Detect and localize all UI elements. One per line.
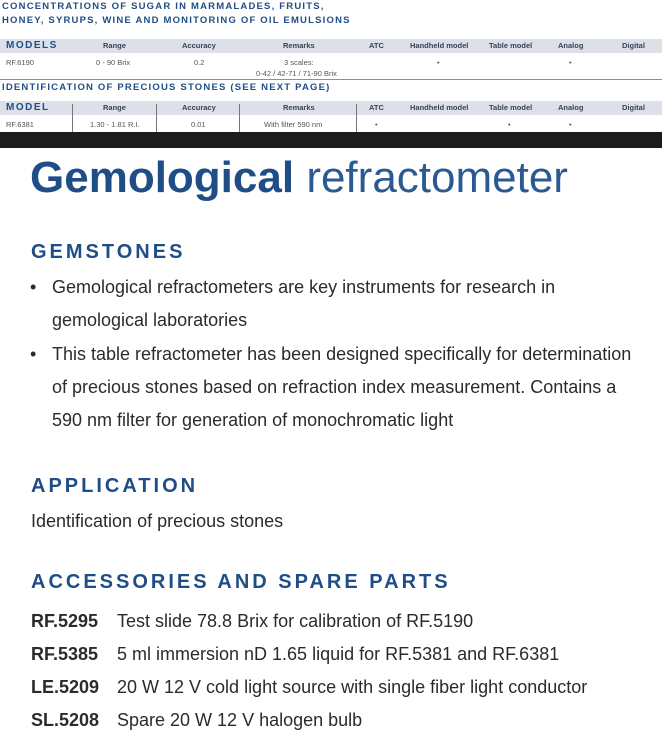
bullet-2-line-3: 590 nm filter for generation of monochromatic light (52, 410, 454, 430)
accessories-heading: ACCESSORIES AND SPARE PARTS (31, 571, 451, 593)
stones-table-header (0, 101, 662, 115)
bullet-1-line-1: Gemological refractometers are key instruments for research in (52, 277, 556, 297)
accessory-description: Test slide 78.8 Brix for calibration of RF.5190 (117, 611, 474, 631)
range-cell: 1.30 - 1.81 R.I. (90, 120, 140, 129)
bullet-dot: • (30, 344, 37, 364)
analog-cell: • (569, 120, 572, 129)
analog-header: Analog (558, 103, 584, 112)
remarks-cell: With filter 590 nm (264, 120, 323, 129)
accessory-item (31, 710, 362, 731)
remarks-header: Remarks (283, 103, 315, 112)
accessory-item (31, 677, 587, 698)
accessory-description: 20 W 12 V cold light source with single fiber light conductor (117, 677, 588, 697)
atc-cell: • (375, 120, 378, 129)
accuracy-cell: 0.01 (191, 120, 206, 129)
model-header: MODEL (6, 102, 50, 113)
bullet-dot: • (30, 277, 37, 297)
accessory-item (31, 644, 559, 665)
application-text: Identification of precious stones (31, 511, 284, 531)
stones-section-heading: IDENTIFICATION OF PRECIOUS STONES (SEE NEXT PAGE) (2, 82, 331, 93)
table-model-header: Table model (489, 41, 533, 50)
analog-header: Analog (558, 41, 584, 50)
remarks-header: Remarks (283, 41, 315, 50)
bullet-2-line-2: of precious stones based on refraction index measurement. Contains a (52, 377, 617, 397)
accessory-code: LE.5209 (31, 677, 100, 697)
column-divider (356, 104, 357, 132)
table-model-cell: • (508, 120, 511, 129)
remarks-cell-line2: 0-42 / 42-71 / 71-90 Brix (256, 69, 337, 78)
accessory-description: Spare 20 W 12 V halogen bulb (117, 710, 363, 730)
remarks-cell-line1: 3 scales: (284, 58, 314, 67)
table-model-header: Table model (489, 103, 533, 112)
section-separator-bar (0, 132, 662, 148)
table-divider (0, 79, 662, 80)
analog-cell: • (569, 58, 572, 67)
accessory-item (31, 611, 473, 632)
range-header: Range (103, 41, 126, 50)
range-cell: 0 - 90 Brix (96, 58, 131, 67)
atc-header: ATC (369, 41, 384, 50)
handheld-cell: • (437, 58, 440, 67)
sugar-section-heading-line2: HONEY, SYRUPS, WINE AND MONITORING OF OIL EMULSIONS (2, 15, 351, 26)
atc-header: ATC (369, 103, 384, 112)
accessory-code: RF.5385 (31, 644, 99, 664)
digital-header: Digital (622, 103, 645, 112)
model-cell: RF.6381 (6, 120, 34, 129)
page-title (30, 150, 568, 206)
accuracy-header: Accuracy (182, 103, 216, 112)
handheld-header: Handheld model (410, 103, 469, 112)
column-divider (72, 104, 73, 132)
sugar-section-heading-line1: CONCENTRATIONS OF SUGAR IN MARMALADES, FRUITS, (2, 1, 325, 12)
bullet-2-line-1: This table refractometer has been designed specifically for determination (52, 344, 632, 364)
sugar-table-header (0, 39, 662, 53)
accuracy-header: Accuracy (182, 41, 216, 50)
digital-header: Digital (622, 41, 645, 50)
accessory-code: SL.5208 (31, 710, 100, 730)
column-divider (239, 104, 240, 132)
title-light: refractometer (306, 153, 568, 202)
bullet-1-line-2: gemological laboratories (52, 310, 248, 330)
models-header: MODELS (6, 40, 58, 51)
accuracy-cell: 0.2 (194, 58, 205, 67)
gemstones-heading: GEMSTONES (31, 241, 186, 263)
title-bold: Gemological (30, 153, 295, 202)
application-heading: APPLICATION (31, 475, 199, 497)
range-header: Range (103, 103, 126, 112)
accessory-code: RF.5295 (31, 611, 99, 631)
handheld-header: Handheld model (410, 41, 469, 50)
model-cell: RF.6190 (6, 58, 34, 67)
accessory-description: 5 ml immersion nD 1.65 liquid for RF.5381 and RF.6381 (117, 644, 560, 664)
column-divider (156, 104, 157, 132)
